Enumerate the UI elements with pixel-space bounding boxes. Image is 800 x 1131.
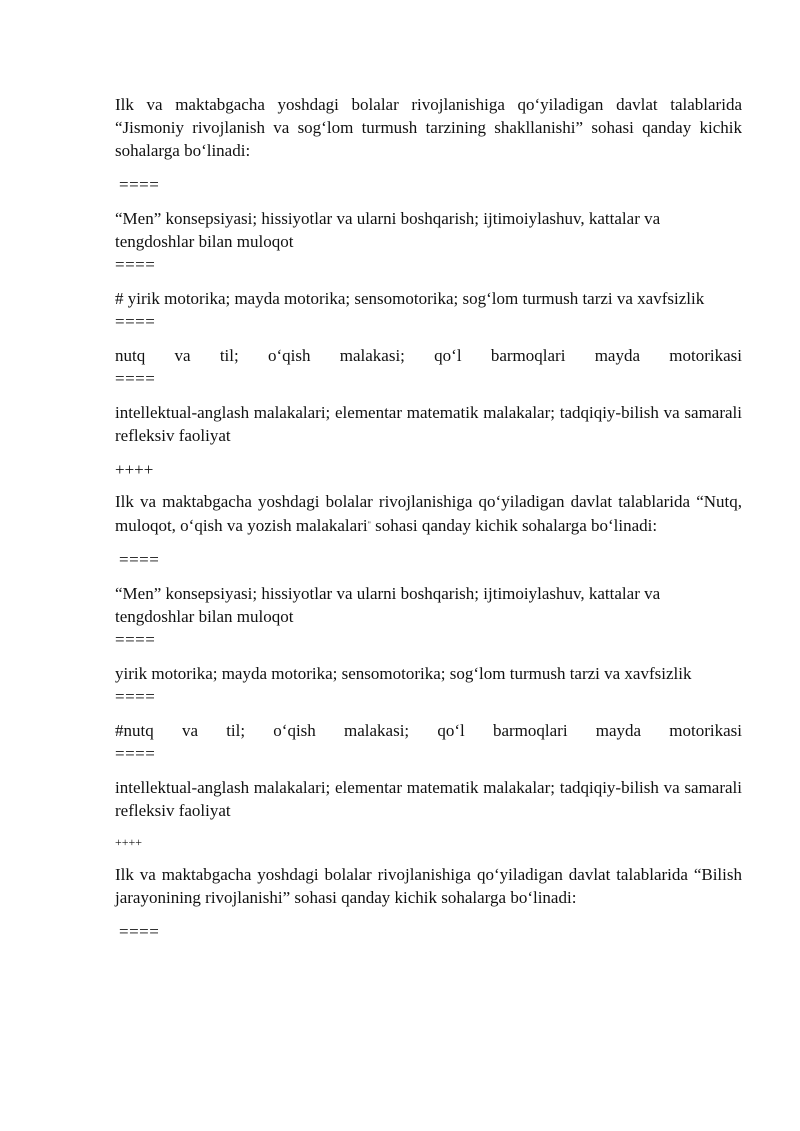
question-2 [115, 490, 742, 537]
word: o‘qish [267, 346, 311, 365]
question-divider: ++++ [115, 460, 154, 479]
q2-option-4: intellektual-anglash malakalari; elementar matematik malakalar; tadqiqiy-bilish va samarali refleksiv faoliyat [115, 778, 742, 820]
separator: ==== [119, 175, 160, 194]
question-2-quote-mark: " [367, 520, 371, 529]
word: barmoqlari [492, 721, 568, 740]
word: motorikasi [669, 721, 742, 740]
word: motorikasi [669, 346, 742, 365]
separator: ==== [115, 687, 156, 706]
separator: ==== [115, 312, 156, 331]
word: til; [226, 721, 246, 740]
q1-option-4: intellektual-anglash malakalari; elementar matematik malakalar; tadqiqiy-bilish va samarali refleksiv faoliyat [115, 403, 742, 445]
word: qo‘l [437, 721, 465, 740]
separator: ==== [119, 922, 160, 941]
document-page [115, 93, 742, 943]
q1-option-3 [115, 344, 742, 367]
separator: ==== [115, 255, 156, 274]
q1-option-1: “Men” konsepsiyasi; hissiyotlar va ularni boshqarish; ijtimoiylashuv, kattalar va tengdoshlar bilan muloqot [115, 209, 661, 251]
q2-option-1: “Men” konsepsiyasi; hissiyotlar va ularni boshqarish; ijtimoiylashuv, kattalar va tengdoshlar bilan muloqot [115, 584, 661, 626]
separator: ==== [115, 369, 156, 388]
question-2-text-b: sohasi qanday kichik sohalarga bo‘linadi: [370, 516, 658, 535]
word: va [174, 346, 191, 365]
word: va [181, 721, 198, 740]
question-3: Ilk va maktabgacha yoshdagi bolalar rivojlanishiga qo‘yiladigan davlat talablarida “Bilish jarayonining rivojlanishi” sohasi qanday kichik sohalarga bo‘linadi: [115, 865, 742, 907]
word: nutq [115, 346, 146, 365]
separator: ==== [115, 744, 156, 763]
q2-option-3 [115, 719, 742, 742]
word: malakasi; [339, 346, 405, 365]
word: #nutq [115, 721, 154, 740]
word: o‘qish [273, 721, 316, 740]
question-divider: ++++ [115, 835, 143, 849]
q1-option-2: # yirik motorika; mayda motorika; sensomotorika; sog‘lom turmush tarzi va xavfsizlik [115, 289, 705, 308]
word: qo‘l [434, 346, 462, 365]
question-2-text-a: Ilk va maktabgacha yoshdagi bolalar rivojlanishiga qo‘yiladigan davlat talablarida “Nutq, muloqot, o‘qish va yozish malakalari [115, 492, 742, 535]
question-1: Ilk va maktabgacha yoshdagi bolalar rivojlanishiga qo‘yiladigan davlat talablarida “Jismoniy rivojlanish va sog‘lom turmush tarzining shakllanishi” sohasi qanday kichik sohalarga bo‘linadi: [115, 95, 742, 160]
q2-option-2: yirik motorika; mayda motorika; sensomotorika; sog‘lom turmush tarzi va xavfsizlik [115, 664, 692, 683]
word: barmoqlari [490, 346, 566, 365]
word: mayda [594, 346, 641, 365]
word: mayda [595, 721, 642, 740]
separator: ==== [115, 630, 156, 649]
word: til; [219, 346, 239, 365]
word: malakasi; [344, 721, 410, 740]
separator: ==== [119, 550, 160, 569]
